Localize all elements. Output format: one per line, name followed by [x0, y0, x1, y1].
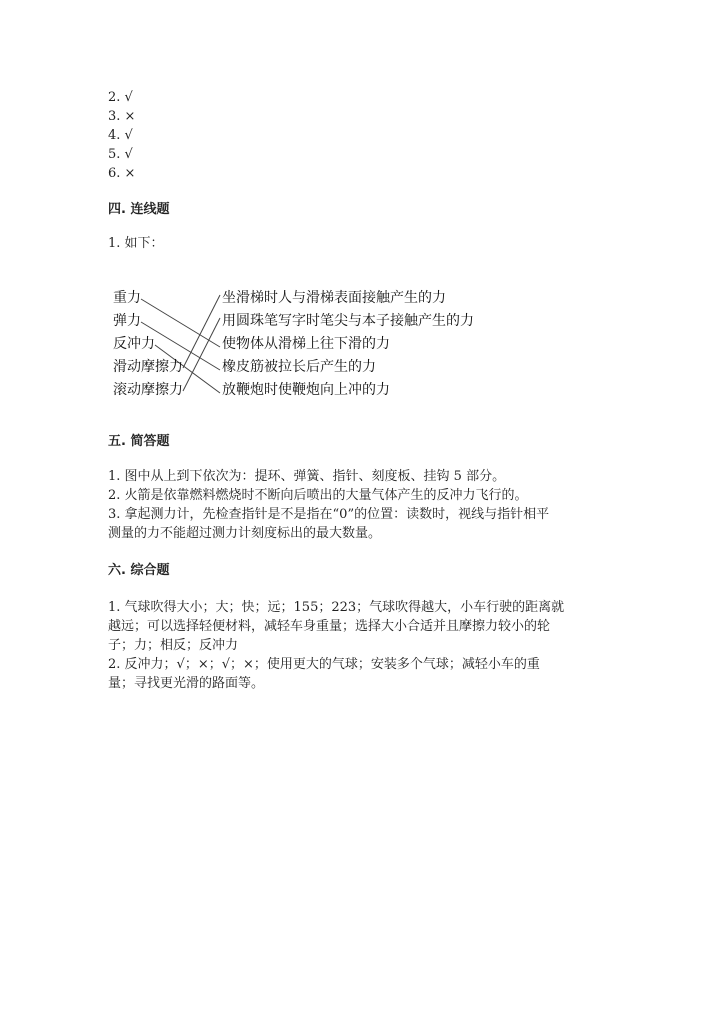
answer-line: 1. 图中从上到下依次为：提环、弹簧、指针、刻度板、挂钩 5 部分。	[108, 469, 506, 484]
right-description: 坐滑梯时人与滑梯表面接触产生的力	[222, 290, 446, 306]
answer-line: 1. 气球吹得大小；大；快；远；155；223；气球吹得越大，小车行驶的距离就	[108, 600, 565, 615]
answer-line: 2. 反冲力；√；×；√；×；使用更大的气球；安装多个气球；减轻小车的重	[108, 657, 540, 672]
answer-line: 3. ×	[108, 109, 136, 124]
answer-line: 5. √	[108, 147, 133, 162]
left-term: 重力	[113, 290, 141, 306]
right-description: 放鞭炮时使鞭炮向上冲的力	[222, 382, 390, 398]
match-line	[183, 295, 220, 368]
left-term: 滑动摩擦力	[113, 359, 183, 375]
answer-line: 量；寻找更光滑的路面等。	[108, 676, 265, 691]
section-heading: 六. 综合题	[108, 563, 170, 578]
right-description: 用圆珠笔写字时笔尖与本子接触产生的力	[222, 313, 474, 329]
answer-line: 测量的力不能超过测力计刻度标出的最大数量。	[108, 526, 382, 541]
left-term: 反冲力	[113, 336, 155, 352]
match-line	[183, 318, 220, 391]
answer-line: 子；力；相反；反冲力	[108, 638, 239, 653]
section-heading: 五. 简答题	[108, 434, 170, 449]
answer-line: 2. √	[108, 90, 133, 105]
section-heading: 四. 连线题	[108, 202, 170, 217]
answer-line: 3. 拿起测力计，先检查指针是不是指在“0”的位置：读数时，视线与指针相平	[108, 507, 550, 522]
answer-line: 1. 如下：	[108, 236, 164, 251]
answer-line: 4. √	[108, 128, 133, 143]
right-description: 使物体从滑梯上往下滑的力	[222, 336, 390, 352]
right-description: 橡皮筋被拉长后产生的力	[222, 359, 376, 375]
left-term: 弹力	[113, 313, 141, 329]
answer-line: 6. ×	[108, 166, 136, 181]
left-term: 滚动摩擦力	[113, 382, 183, 398]
matching-diagram	[108, 284, 508, 400]
answer-line: 2. 火箭是依靠燃料燃烧时不断向后喷出的大量气体产生的反冲力飞行的。	[108, 488, 528, 503]
answer-line: 越远；可以选择轻便材料，减轻车身重量；选择大小合适并且摩擦力较小的轮	[108, 619, 551, 634]
